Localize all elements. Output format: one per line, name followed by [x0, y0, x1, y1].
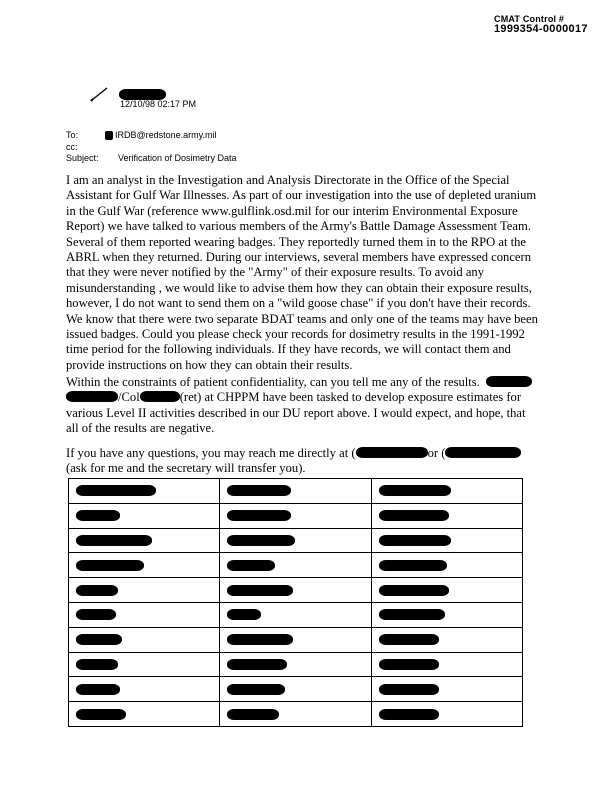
paragraph-line: various Level II activities described in our DU report above. I would expect, and hope, that: [66, 405, 526, 420]
table-cell: [69, 553, 220, 578]
table-cell: [69, 479, 220, 504]
redacted-cell: [76, 684, 120, 695]
to-value: IRDB@redstone.army.mil: [115, 130, 217, 140]
redacted-cell: [76, 609, 116, 620]
table-cell: [371, 652, 522, 677]
redacted-cell: [227, 510, 291, 521]
table-row: [69, 602, 523, 627]
redacted-cell: [379, 609, 445, 620]
paragraph-line: issued badges. Could you please check your records for dosimetry results in the 1991-1992: [66, 327, 525, 342]
body-paragraph-1: [66, 173, 536, 373]
table-row: [69, 503, 523, 528]
table-cell: [371, 677, 522, 702]
memo-datetime: 12/10/98 02:17 PM: [120, 99, 197, 109]
paragraph-line: We know that there were two separate BDAT teams and only one of the teams may have been: [66, 311, 538, 326]
table-row: [69, 652, 523, 677]
redacted-cell: [76, 535, 152, 546]
paragraph-line: Several of them reported wearing badges. They reportedly turned them in to the RPO at the: [66, 234, 527, 249]
table-cell: [69, 602, 220, 627]
table-row: [69, 627, 523, 652]
redacted-cell: [379, 535, 451, 546]
redacted-cell: [227, 609, 261, 620]
table-cell: [69, 578, 220, 603]
redacted-cell: [379, 659, 439, 670]
table-cell: [371, 503, 522, 528]
table-cell: [69, 677, 220, 702]
redacted-cell: [379, 709, 439, 720]
paragraph-line: time period for the following individuals. If they have records, we will contact them and: [66, 342, 511, 357]
table-cell: [220, 528, 371, 553]
redacted-name: [140, 391, 180, 402]
redacted-cell: [379, 634, 439, 645]
table-cell: [220, 702, 371, 727]
paragraph-line: ABRL when they returned. During our interviews, several members have expressed concern: [66, 250, 531, 265]
table-cell: [371, 627, 522, 652]
subject-label: Subject:: [66, 153, 99, 163]
redacted-cell: [76, 560, 144, 571]
redacted-cell: [76, 510, 120, 521]
table-cell: [371, 702, 522, 727]
paragraph-line: that they were never notified by the "Army" of their exposure results. To avoid any: [66, 265, 484, 280]
redacted-cell: [379, 585, 449, 596]
table-row: [69, 553, 523, 578]
paragraph-line: in the Gulf War (reference www.gulflink.osd.mil for our interim Environmental Exposure: [66, 203, 518, 218]
redacted-cell: [76, 709, 126, 720]
table-cell: [220, 677, 371, 702]
table-row: [69, 479, 523, 504]
redacted-name: [66, 391, 118, 402]
cc-label: cc:: [66, 142, 78, 152]
cmat-control-label: CMAT Control #: [494, 14, 565, 24]
paragraph-text: Within the constraints of patient confidentiality, can you tell me any of the results.: [66, 375, 480, 389]
subject-value: Verification of Dosimetry Data: [118, 153, 237, 163]
redacted-cell: [76, 585, 118, 596]
paragraph-line: Assistant for Gulf War Illnesses. As part of our investigation into the use of depleted uranium: [66, 188, 537, 203]
paragraph-line: I am an analyst in the Investigation and Analysis Directorate in the Office of the Special: [66, 173, 510, 187]
table-cell: [371, 528, 522, 553]
redacted-cell: [379, 510, 449, 521]
redacted-name: [486, 376, 532, 387]
paragraph-line: [66, 375, 536, 390]
table-cell: [69, 652, 220, 677]
table-cell: [69, 627, 220, 652]
paragraph-line: all of the results are negative.: [66, 421, 215, 436]
paragraph-line: Report) we have talked to various members of the Army's Battle Damage Assessment Team.: [66, 219, 531, 234]
table-cell: [371, 553, 522, 578]
body-paragraph-3: [66, 446, 536, 477]
redacted-phone: [445, 447, 521, 458]
table-row: [69, 677, 523, 702]
cmat-control-number: 1999354-0000017: [494, 23, 588, 35]
paragraph-line: provide instructions on how they can obtain their results.: [66, 357, 353, 372]
table-cell: [220, 479, 371, 504]
to-label: To:: [66, 130, 79, 140]
redacted-cell: [227, 709, 279, 720]
table-row: [69, 578, 523, 603]
table-cell: [220, 627, 371, 652]
table-cell: [220, 503, 371, 528]
redacted-cell: [76, 485, 156, 496]
table-cell: [69, 503, 220, 528]
paragraph-line: [66, 390, 536, 405]
redacted-recipient: [105, 131, 113, 140]
table-cell: [220, 578, 371, 603]
table-cell: [371, 578, 522, 603]
redacted-cell: [76, 634, 122, 645]
redacted-cell: [227, 634, 293, 645]
paragraph-line: misunderstanding , we would like to advise them how they can obtain their exposure results,: [66, 280, 532, 295]
pen-mark-icon: [90, 86, 110, 102]
redacted-phone: [356, 447, 428, 458]
paragraph-line: (ask for me and the secretary will transfer you).: [66, 461, 306, 476]
redacted-cell: [227, 659, 287, 670]
redacted-cell: [379, 560, 447, 571]
table-cell: [220, 652, 371, 677]
redacted-cell: [227, 535, 295, 546]
redacted-cell: [227, 684, 285, 695]
paragraph-line: however, I do not want to send them on a "wild goose chase" if you don't have their records.: [66, 296, 531, 311]
redacted-names-table: [68, 478, 523, 727]
body-paragraph-2: [66, 375, 536, 437]
table-row: [69, 702, 523, 727]
table-cell: [371, 602, 522, 627]
table-cell: [220, 553, 371, 578]
paragraph-text: (ret) at CHPPM have been tasked to develop exposure estimates for: [179, 390, 522, 405]
redacted-cell: [227, 585, 293, 596]
paragraph-text: /Col: [118, 390, 140, 405]
redacted-cell: [227, 485, 291, 496]
paragraph-text: If you have any questions, you may reach me directly at (: [66, 446, 356, 460]
table-cell: [69, 528, 220, 553]
redacted-cell: [76, 659, 118, 670]
paragraph-line: [66, 446, 536, 461]
redacted-cell: [379, 485, 451, 496]
redacted-cell: [227, 560, 275, 571]
paragraph-text: or (: [427, 446, 446, 460]
redacted-cell: [379, 684, 439, 695]
table-cell: [220, 602, 371, 627]
table-row: [69, 528, 523, 553]
table-cell: [69, 702, 220, 727]
table-cell: [371, 479, 522, 504]
